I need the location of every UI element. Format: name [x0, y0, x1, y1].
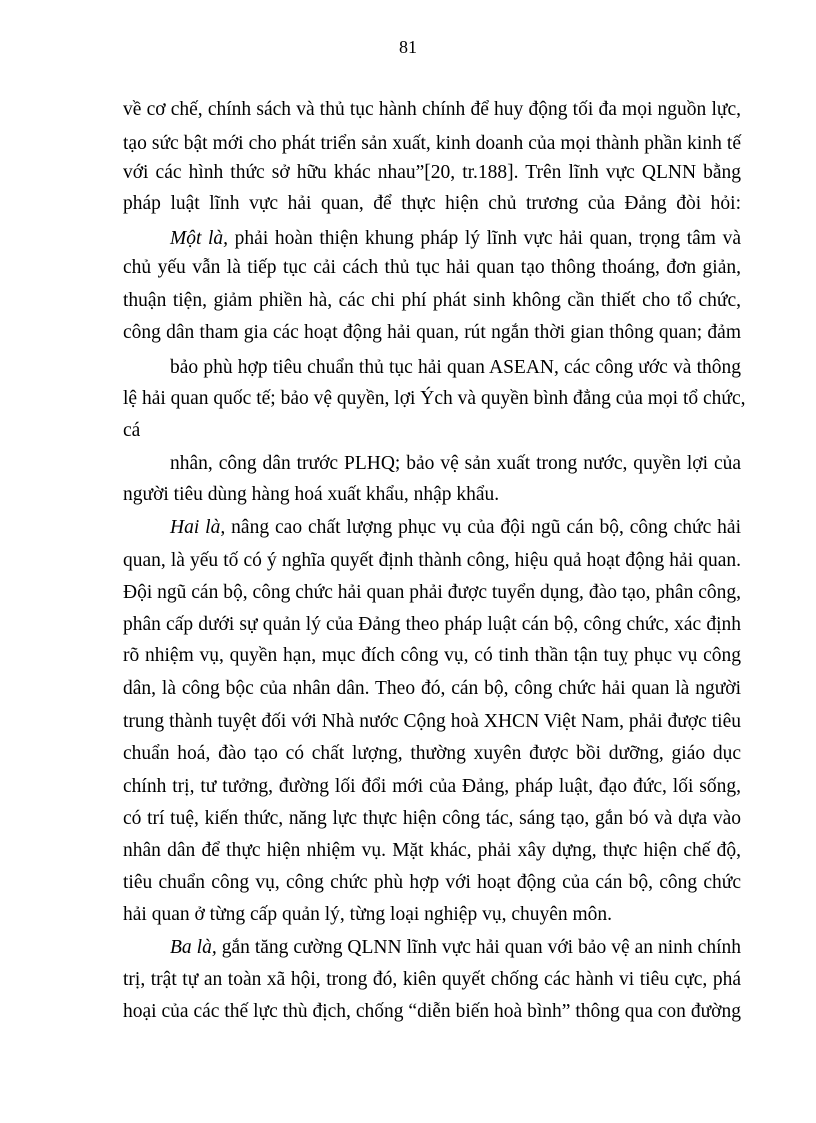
paragraph-lead: Một là,	[170, 228, 229, 249]
text-line: lệ hải quan quốc tế; bảo vệ quyền, lợi Ých và quyền bình đẳng của mọi tổ chức,	[123, 388, 746, 409]
text-line: trị, trật tự an toàn xã hội, trong đó, kiên quyết chống các hành vi tiêu cực, phá	[123, 969, 741, 990]
text-line: quan, là yếu tố có ý nghĩa quyết định thành công, hiệu quả hoạt động hải quan.	[123, 550, 741, 571]
text-line: trung thành tuyệt đối với Nhà nước Cộng hoà XHCN Việt Nam, phải được tiêu	[123, 711, 741, 732]
paragraph-first-line: Một là, phải hoàn thiện khung pháp lý lĩnh vực hải quan, trọng tâm và	[170, 228, 741, 249]
text-line: rõ nhiệm vụ, quyền hạn, mục đích công vụ, có tinh thần tận tuỵ phục vụ công	[123, 645, 741, 666]
text-line: về cơ chế, chính sách và thủ tục hành chính để huy động tối đa mọi nguồn lực,	[123, 99, 741, 120]
text-line: dân, là công bộc của nhân dân. Theo đó, cán bộ, công chức hải quan là người	[123, 678, 741, 699]
text-line: nhân, công dân trước PLHQ; bảo vệ sản xuất trong nước, quyền lợi của	[170, 453, 741, 474]
text-line: hoại của các thế lực thù địch, chống “diễn biến hoà bình” thông qua con đường	[123, 1001, 741, 1022]
text-line: phân cấp dưới sự quản lý của Đảng theo pháp luật cán bộ, công chức, xác định	[123, 614, 741, 635]
text-line: chính trị, tư tưởng, đường lối đổi mới của Đảng, pháp luật, đạo đức, lối sống,	[123, 776, 741, 797]
text-line: tạo sức bật mới cho phát triển sản xuất, kinh doanh của mọi thành phần kinh tế	[123, 133, 741, 154]
text-line: công dân tham gia các hoạt động hải quan, rút ngắn thời gian thông quan; đảm	[123, 322, 741, 343]
text-line: thuận tiện, giảm phiền hà, các chi phí phát sinh không cần thiết cho tổ chức,	[123, 290, 741, 311]
text-line: cá	[123, 420, 141, 441]
text-line: nhân dân để thực hiện nhiệm vụ. Mặt khác, phải xây dựng, thực hiện chế độ,	[123, 840, 741, 861]
text-line: người tiêu dùng hàng hoá xuất khẩu, nhập khẩu.	[123, 484, 500, 505]
paragraph-first-line: Ba là, gắn tăng cường QLNN lĩnh vực hải quan với bảo vệ an ninh chính	[170, 937, 741, 958]
text-line: Đội ngũ cán bộ, công chức hải quan phải được tuyển dụng, đào tạo, phân công,	[123, 582, 741, 603]
text-line: tiêu chuẩn công vụ, công chức phù hợp với hoạt động của cán bộ, công chức	[123, 872, 741, 893]
paragraph-lead: Ba là,	[170, 937, 217, 958]
text-line: chuẩn hoá, đào tạo có chất lượng, thường xuyên được bồi dưỡng, giáo dục	[123, 743, 741, 764]
text-line: chủ yếu vẫn là tiếp tục cải cách thủ tục hải quan tạo thông thoáng, đơn giản,	[123, 257, 741, 278]
text-line: với các hình thức sở hữu khác nhau”[20, tr.188]. Trên lĩnh vực QLNN bằng	[123, 162, 741, 183]
paragraph-lead: Hai là,	[170, 517, 226, 538]
text-line: pháp luật lĩnh vực hải quan, để thực hiện chủ trương của Đảng đòi hỏi:	[123, 193, 741, 214]
text-line: hải quan ở từng cấp quản lý, từng loại nghiệp vụ, chuyên môn.	[123, 904, 613, 925]
paragraph-first-line: Hai là, nâng cao chất lượng phục vụ của đội ngũ cán bộ, công chức hải	[170, 517, 741, 538]
text-line: có trí tuệ, kiến thức, năng lực thực hiện công tác, sáng tạo, gắn bó và dựa vào	[123, 808, 741, 829]
page-number: 81	[399, 37, 417, 57]
text-line: bảo phù hợp tiêu chuẩn thủ tục hải quan ASEAN, các công ước và thông	[170, 357, 741, 378]
